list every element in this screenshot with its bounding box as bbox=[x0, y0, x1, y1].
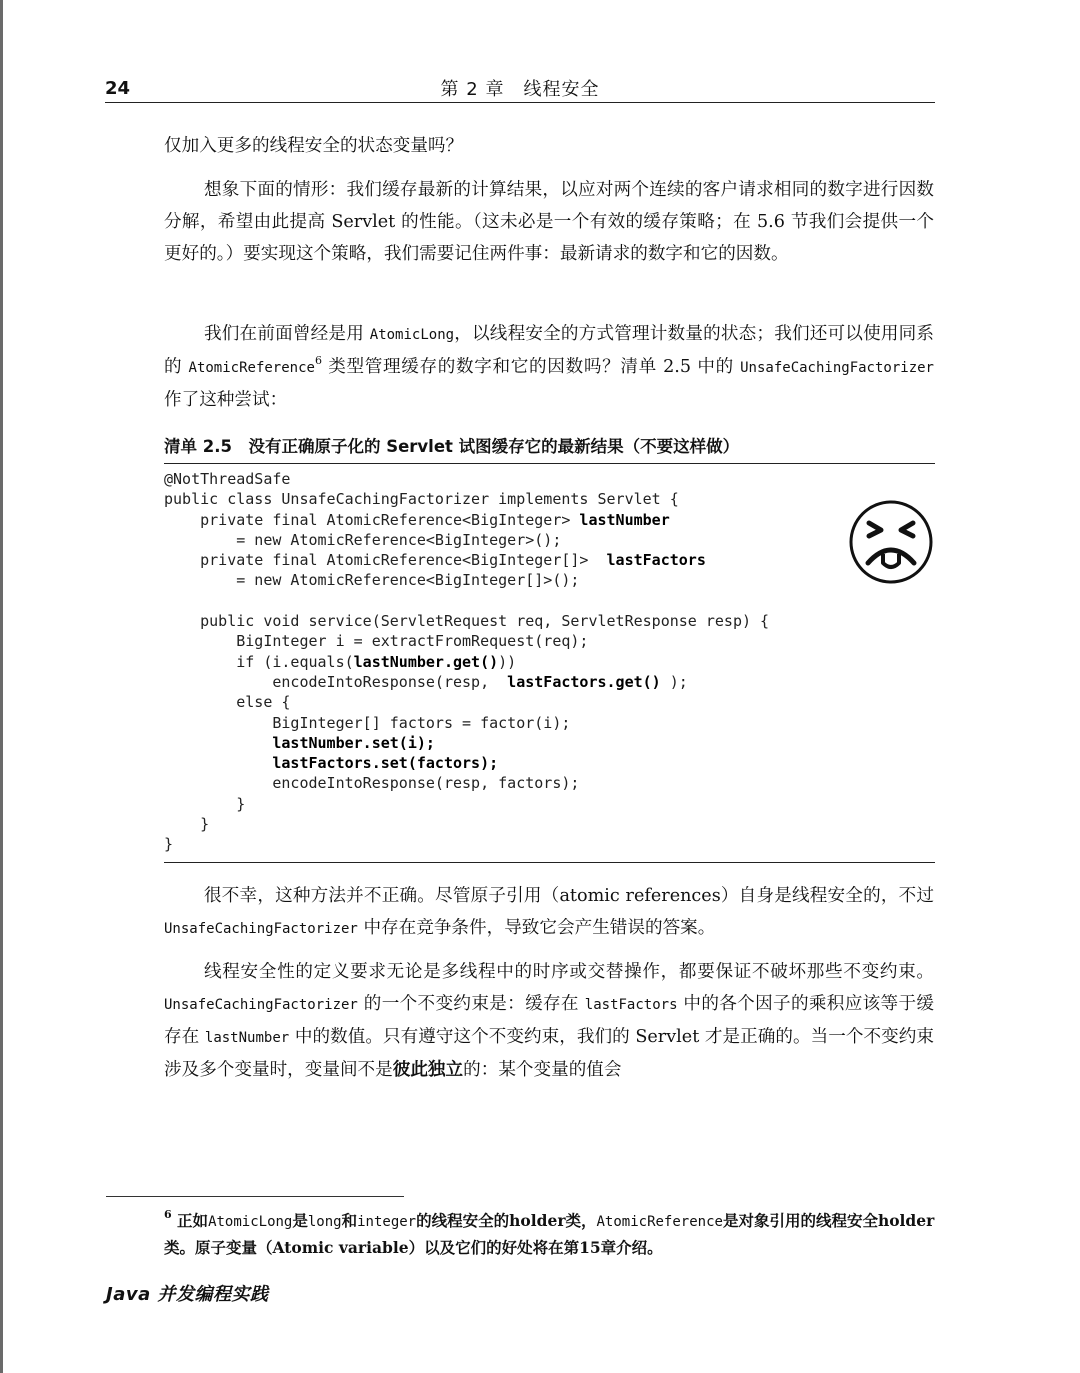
paragraph-1: 仅加入更多的线程安全的状态变量吗？ bbox=[164, 136, 464, 156]
inline-code-lastnumber: lastNumber bbox=[204, 1030, 290, 1046]
listing-top-rule bbox=[164, 463, 935, 464]
listing-warning-text: 不要这样做 bbox=[640, 437, 723, 456]
chapter-title: 第 2 章 线程安全 bbox=[440, 79, 600, 100]
code-listing: @NotThreadSafe public class UnsafeCachingFactorizer implements Servlet { private final AtomicReference<BigInteger> lastNumber = new AtomicReference<BigInteger>(); private final AtomicReference<BigInteger[]> lastFactors = new AtomicReference<BigInteger[]>(); public void service(ServletRequest req, ServletResponse resp) { BigInteger i = extractFromRequest(req); if (i.equals(lastNumber.get())) encodeIntoResponse(resp, lastFactors.get() ); else { BigInteger[] factors = factor(i); lastNumber.set(i); lastFactors.set(factors); encodeIntoResponse(resp, factors); } } } bbox=[164, 470, 770, 854]
paragraph-3: 我们在前面曾经是用 AtomicLong，以线程安全的方式管理计数量的状态；我们还可以使用同系的 AtomicReference$^6$ 类型管理缓存的数字和它的因数吗？清单 2.5 中的 UnsafeCachingFactorizer 作了这种尝试： bbox=[164, 324, 934, 410]
page-header bbox=[105, 72, 935, 103]
emphasis-text: 彼此独立 bbox=[392, 1059, 464, 1080]
inline-code-classname: UnsafeCachingFactorizer bbox=[164, 921, 358, 937]
paragraph-5: 线程安全性的定义要求无论是多线程中的时序或交替操作，都要保证不破坏那些不变约束。UnsafeCachingFactorizer 的一个不变约束是：缓存在 lastFactors 中的各个因子的乘积应该等于缓存在 lastNumber 中的数值。只有遵守这个不变约束，我们的 Servlet 才是正确的。当一个不变约束涉及多个变量时，变量间不是彼此独立的：某个变量的值会 bbox=[164, 962, 934, 1080]
footnote-rule bbox=[106, 1196, 404, 1197]
inline-code-classname: UnsafeCachingFactorizer bbox=[740, 360, 934, 376]
footnote-mark: 6 bbox=[164, 1208, 172, 1221]
page-number: 24 bbox=[105, 78, 131, 99]
page-binding-edge bbox=[0, 0, 3, 1373]
footnote-ref: 6 bbox=[314, 354, 322, 367]
inline-code-atomiclong: AtomicLong bbox=[369, 327, 455, 343]
book-title-footer: Java 并发编程实践 bbox=[106, 1284, 269, 1305]
dont-do-this-face-icon bbox=[848, 499, 934, 585]
paragraph-4: 很不幸，这种方法并不正确。尽管原子引用（atomic references）自身是线程安全的，不过 UnsafeCachingFactorizer 中存在竞争条件，导致它会产生错误的答案。 bbox=[164, 886, 934, 938]
inline-code-lastfactors: lastFactors bbox=[584, 997, 678, 1013]
paragraph-2: 想象下面的情形：我们缓存最新的计算结果，以应对两个连续的客户请求相同的数字进行因数分解，希望由此提高 Servlet 的性能。（这未必是一个有效的缓存策略；在 5.6 节我们会提供一个更好的。）要实现这个策略，我们需要记住两件事：最新请求的数字和它的因数。 bbox=[164, 180, 934, 264]
inline-code-classname: UnsafeCachingFactorizer bbox=[164, 997, 358, 1013]
footnote: $^6$ 正如AtomicLong是long和integer的线程安全的holder类，AtomicReference是对象引用的线程安全holder类。原子变量（Atomic variable）以及它们的好处将在第15章介绍。 bbox=[164, 1208, 935, 1257]
listing-title: 清单 2.5 没有正确原子化的 Servlet 试图缓存它的最新结果（不要这样做） bbox=[164, 437, 740, 456]
listing-bottom-rule bbox=[164, 862, 935, 863]
inline-code-atomicreference: AtomicReference bbox=[188, 360, 315, 376]
